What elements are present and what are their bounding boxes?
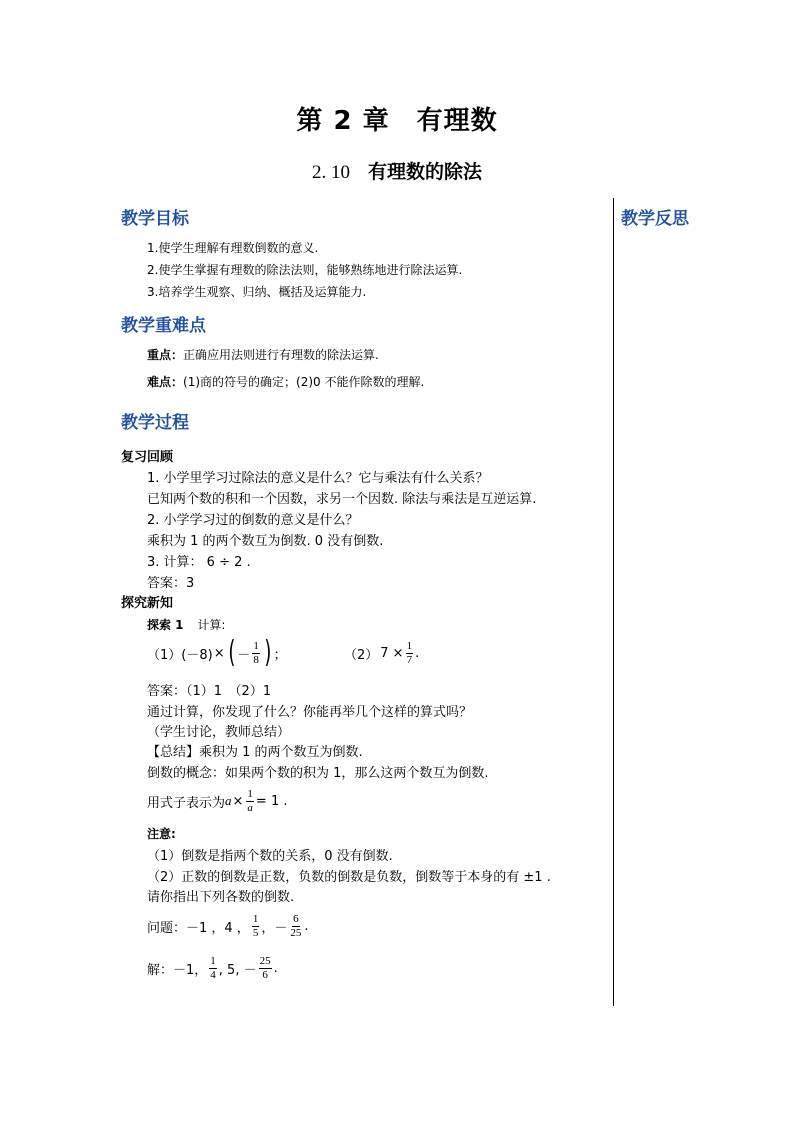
- review-heading: 复习回顾: [121, 450, 174, 465]
- exercise-2: [344, 636, 419, 670]
- question-mid: ，－: [261, 920, 288, 936]
- column-divider: [613, 198, 614, 1006]
- goal-item: 2.使学生掌握有理数的除法法则，能够熟练地进行除法运算.: [147, 263, 463, 277]
- ex1-factor: (－8): [181, 647, 213, 663]
- s-f1-den: 4: [210, 968, 216, 981]
- review-line: 已知两个数的积和一个因数，求另一个因数. 除法与乘法是互逆运算.: [147, 492, 537, 507]
- q-f2-den: 25: [290, 926, 302, 939]
- question-fraction-1: [252, 913, 260, 938]
- difficulty-text: (1)商的符号的确定；(2)0 不能作除数的理解.: [183, 375, 425, 389]
- note-line: （1）倒数是指两个数的关系，0 没有倒数.: [147, 849, 393, 864]
- formula-num: 1: [247, 788, 253, 801]
- explore1: [147, 616, 225, 633]
- text-line: 【总结】乘积为 1 的两个数互为倒数.: [147, 745, 363, 760]
- formula-suffix: = 1 .: [255, 793, 288, 809]
- section-name: 有理数的除法: [367, 161, 482, 183]
- key-label: 重点：: [147, 348, 184, 362]
- review-line: 答案：3: [147, 576, 195, 591]
- reflection-heading: 教学反思: [621, 209, 689, 229]
- question-line: [147, 908, 308, 944]
- section-number: 2. 10: [311, 162, 350, 183]
- text-line: 通过计算，你发现了什么？你能再举几个这样的算式吗？: [147, 705, 473, 720]
- explore-heading: 探究新知: [121, 596, 174, 611]
- difficulty-label: 难点：: [147, 375, 184, 389]
- ex2-end: .: [415, 645, 420, 661]
- process-heading: 教学过程: [121, 413, 189, 433]
- answer-line: 答案：（1）1 （2）1: [147, 684, 272, 699]
- solution-mid: , 5, －: [218, 962, 257, 978]
- ex1-lparen: (: [227, 635, 235, 670]
- ex1-rparen: ): [264, 635, 272, 670]
- key-point: [147, 346, 379, 363]
- explore1-label: 探索 1: [147, 618, 184, 632]
- formula-den: a: [247, 801, 253, 814]
- chapter-title: 第 2 章 有理数: [296, 106, 498, 136]
- solution-fraction-1: [209, 955, 217, 980]
- explore1-text: 计算:: [197, 618, 226, 632]
- formula-fraction: [246, 788, 254, 813]
- text-line: 倒数的概念：如果两个数的积为 1，那么这两个数互为倒数.: [147, 766, 489, 781]
- ex1-fraction: [252, 640, 260, 665]
- solution-fraction-2: [259, 955, 272, 980]
- q-f1-num: 1: [252, 913, 259, 926]
- ex1-end: ；: [273, 647, 287, 663]
- solution-prefix: 解：－1，: [147, 962, 208, 978]
- key-points-heading: 教学重难点: [121, 316, 206, 336]
- question-fraction-2: [289, 913, 302, 938]
- review-line: 1. 小学里学习过除法的意义是什么？它与乘法有什么关系？: [147, 471, 489, 486]
- s-f2-num: 25: [259, 955, 271, 968]
- q-f1-den: 5: [252, 926, 259, 939]
- ex2-factor: 7 ×: [380, 645, 404, 661]
- note-line: 请你指出下列各数的倒数.: [147, 890, 295, 905]
- ex1-times: ×: [213, 645, 225, 661]
- ex2-label: （2）: [344, 647, 379, 663]
- solution-end: .: [273, 960, 278, 976]
- goal-item: 1.使学生理解有理数倒数的意义.: [147, 241, 319, 255]
- exercise-1: [147, 636, 287, 670]
- section-title: [0, 157, 794, 184]
- s-f1-num: 1: [210, 955, 216, 968]
- ex1-den: 8: [253, 653, 259, 666]
- ex2-fraction: [406, 640, 414, 665]
- goal-item: 3.培养学生观察、归纳、概括及运算能力.: [147, 285, 367, 299]
- formula-line: [147, 783, 287, 819]
- s-f2-den: 6: [262, 968, 268, 981]
- text-line: （学生讨论，教师总结）: [147, 725, 291, 740]
- q-f2-num: 6: [293, 913, 299, 926]
- note-line: （2）正数的倒数是正数，负数的倒数是负数，倒数等于本身的有 ±1 .: [147, 870, 551, 885]
- ex1-minus: －: [237, 647, 251, 663]
- formula-times: ×: [232, 793, 244, 809]
- review-line: 3. 计算： 6 ÷ 2 .: [147, 555, 251, 570]
- ex1-label: （1）: [147, 647, 182, 663]
- key-text: 正确应用法则进行有理数的除法运算.: [183, 348, 379, 362]
- ex2-num: 1: [406, 640, 413, 653]
- ex2-den: 7: [406, 653, 413, 666]
- goals-heading: 教学目标: [121, 209, 189, 229]
- ex1-num: 1: [253, 640, 259, 653]
- formula-prefix: 用式子表示为: [147, 795, 226, 811]
- question-prefix: 问题：－1 ，4 ，: [147, 920, 250, 936]
- solution-line: [147, 950, 278, 986]
- difficulty-point: [147, 373, 424, 390]
- formula-a: a: [225, 793, 232, 808]
- question-end: .: [304, 918, 309, 934]
- note-heading: 注意:: [147, 827, 176, 841]
- review-line: 乘积为 1 的两个数互为倒数. 0 没有倒数.: [147, 534, 384, 549]
- review-line: 2. 小学学习过的倒数的意义是什么？: [147, 513, 359, 528]
